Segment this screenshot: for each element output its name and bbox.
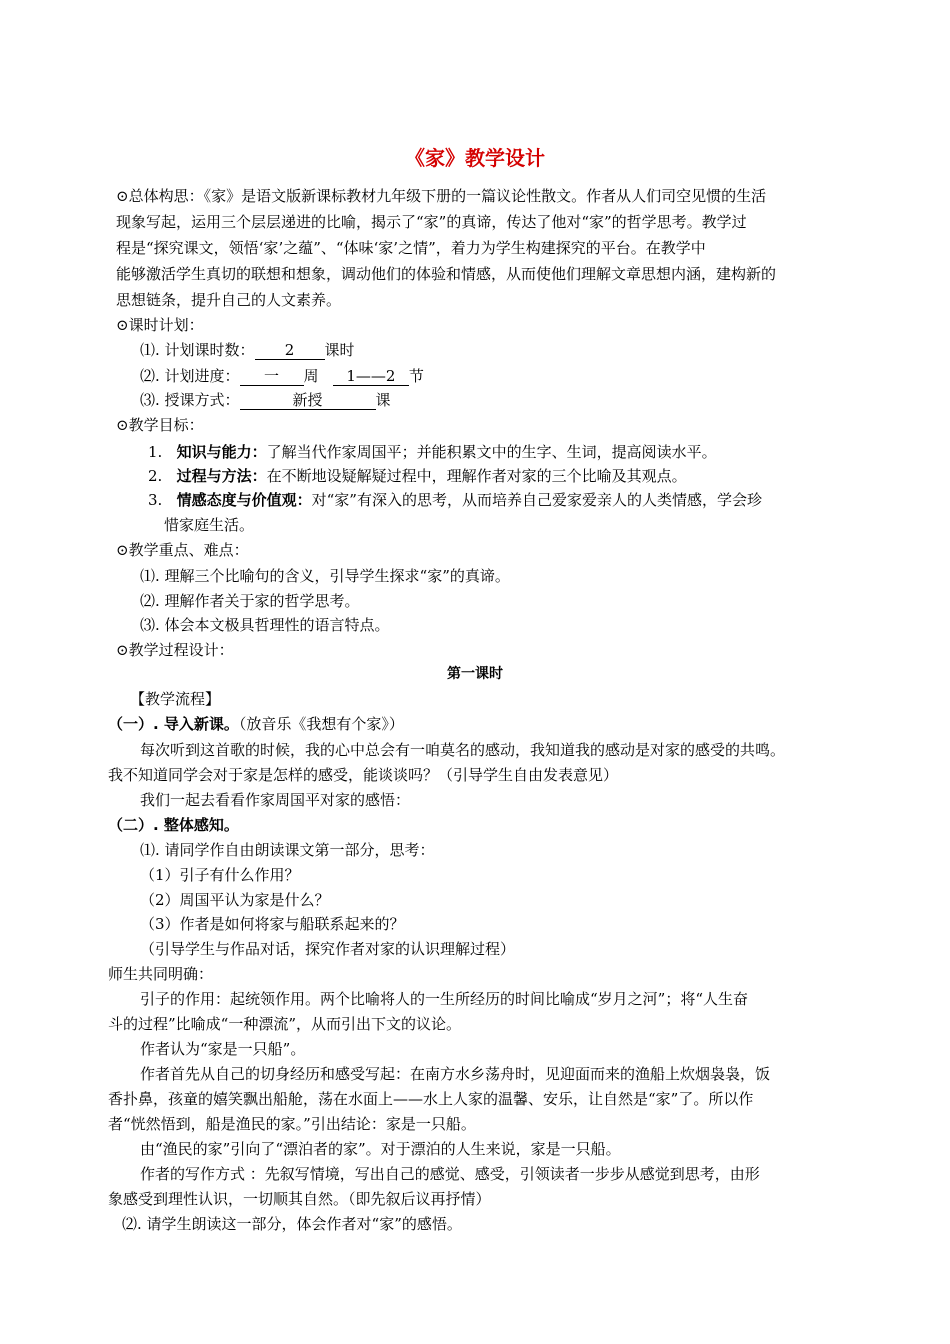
goal-text: 在不断地设疑解疑过程中，理解作者对家的三个比喻及其观点。	[266, 467, 687, 485]
document-title: 《家》教学设计	[405, 146, 545, 170]
flow-label: 【教学流程】	[130, 690, 221, 708]
goal-text: 对“家”有深入的思考，从而培养自己爱家爱亲人的人类情感，学会珍	[311, 491, 762, 509]
goal-text: 了解当代作家周国平；并能积累文中的生字、生词，提高阅读水平。	[266, 443, 717, 461]
process-heading: ⊙教学过程设计：	[116, 641, 234, 659]
intro-paragraph-line: 我不知道同学会对于家是怎样的感受，能谈谈吗？（引导学生自由发表意见）	[108, 766, 619, 784]
plan-progress-row	[140, 366, 424, 386]
plan-progress-label: ⑵. 计划进度：	[140, 367, 240, 385]
clarify-line: 由“渔民的家”引向了“漂泊者的家”。对于漂泊的人生来说，家是一只船。	[140, 1140, 621, 1158]
overall-line: （1）引子有什么作用？	[140, 866, 300, 884]
plan-progress-week: 一	[240, 368, 304, 386]
intro-note: （放音乐《我想有个家》）	[238, 715, 404, 733]
plan-heading: ⊙课时计划：	[116, 316, 204, 334]
intro-paragraph-line: 每次听到这首歌的时候，我的心中总会有一咱莫名的感动，我知道我的感动是对家的感受的共鸣。	[140, 741, 786, 759]
intro-label: （一）. 导入新课。	[108, 715, 239, 733]
clarify-line: 引子的作用：起统领作用。两个比喻将人的一生所经历的时间比喻成“岁月之河”；将“人生奋	[140, 990, 749, 1008]
goal-number: 3.	[148, 491, 163, 509]
keypoint-item: ⑵. 理解作者关于家的哲学思考。	[140, 592, 360, 610]
overview-line: 程是“探究课文，领悟‘家’之蕴”、“体味‘家’之情”，着力为学生构建探究的平台。在教学中	[116, 239, 706, 257]
plan-hours-row	[140, 340, 355, 360]
clarify-line: 者“恍然悟到，船是渔民的家。”引出结论：家是一只船。	[108, 1115, 476, 1133]
plan-method-value: 新授	[240, 392, 376, 410]
goal-item	[148, 466, 687, 486]
clarify-label: 师生共同明确：	[108, 965, 214, 983]
overview-line: ⊙总体构思：《家》是语文版新课标教材九年级下册的一篇议论性散文。作者从人们司空见惯的生活	[116, 187, 767, 205]
clarify-line: 作者认为“家是一只船”。	[140, 1040, 306, 1058]
overall-line: （2）周国平认为家是什么？	[140, 891, 330, 909]
goal-item	[148, 490, 762, 510]
clarify-line: 作者首先从自己的切身经历和感受写起：在南方水乡荡舟时，见迎面而来的渔船上炊烟袅袅，饭	[140, 1065, 771, 1083]
overall-line: （3）作者是如何将家与船联系起来的？	[140, 915, 405, 933]
clarify-line: 斗的过程”比喻成“一种漂流”，从而引出下文的议论。	[108, 1015, 462, 1033]
plan-hours-value: 2	[255, 342, 325, 360]
overall-label: （二）. 整体感知。	[108, 816, 239, 834]
clarify-line: 象感受到理性认识，一切顺其自然。（即先叙后议再抒情）	[108, 1190, 491, 1208]
goal-text-continued: 惜家庭生活。	[164, 516, 255, 534]
plan-hours-label: ⑴. 计划课时数：	[140, 341, 255, 359]
intro-paragraph-line: 我们一起去看看作家周国平对家的感悟：	[140, 791, 411, 809]
goal-label: 过程与方法：	[176, 467, 267, 485]
overall-line: （引导学生与作品对话，探究作者对家的认识理解过程）	[140, 940, 516, 958]
overall-line: ⑴. 请同学作自由朗读课文第一部分，思考：	[140, 841, 435, 859]
plan-hours-unit: 课时	[324, 341, 355, 359]
keypoints-heading: ⊙教学重点、难点：	[116, 541, 249, 559]
clarify-line: 香扑鼻，孩童的嬉笑飘出船舱，荡在水面上——水上人家的温馨、安乐，让自然是“家”了。所以作	[108, 1090, 754, 1108]
intro-row	[108, 714, 404, 734]
goal-number: 1.	[148, 443, 163, 461]
plan-progress-section-unit: 节	[408, 367, 424, 385]
plan-progress-section: 1——2	[333, 368, 409, 386]
plan-progress-week-unit: 周	[303, 367, 319, 385]
goal-label: 情感态度与价值观：	[176, 491, 312, 509]
goals-heading: ⊙教学目标：	[116, 416, 204, 434]
plan-method-label: ⑶. 授课方式：	[140, 391, 240, 409]
clarify-line: 作者的写作方式 ：先叙写情境，写出自己的感觉、感受，引领读者一步步从感觉到思考，由形	[140, 1165, 760, 1183]
plan-method-unit: 课	[375, 391, 391, 409]
clarify-line: ⑵. 请学生朗读这一部分，体会作者对“家”的感悟。	[122, 1215, 462, 1233]
keypoint-item: ⑴. 理解三个比喻句的含义，引导学生探求“家”的真谛。	[140, 567, 510, 585]
goal-item	[148, 442, 717, 462]
keypoint-item: ⑶. 体会本文极具哲理性的语言特点。	[140, 616, 390, 634]
overview-line: 思想链条，提升自己的人文素养。	[116, 291, 342, 309]
plan-method-row	[140, 390, 391, 410]
overview-line: 现象写起，运用三个层层递进的比喻，揭示了“家”的真谛，传达了他对“家”的哲学思考。教学过	[116, 213, 747, 231]
lesson-title: 第一课时	[447, 666, 503, 682]
goal-label: 知识与能力：	[176, 443, 267, 461]
overview-line: 能够激活学生真切的联想和想象，调动他们的体验和情感，从而使他们理解文章思想内涵，建构新的	[116, 265, 777, 283]
goal-number: 2.	[148, 467, 163, 485]
